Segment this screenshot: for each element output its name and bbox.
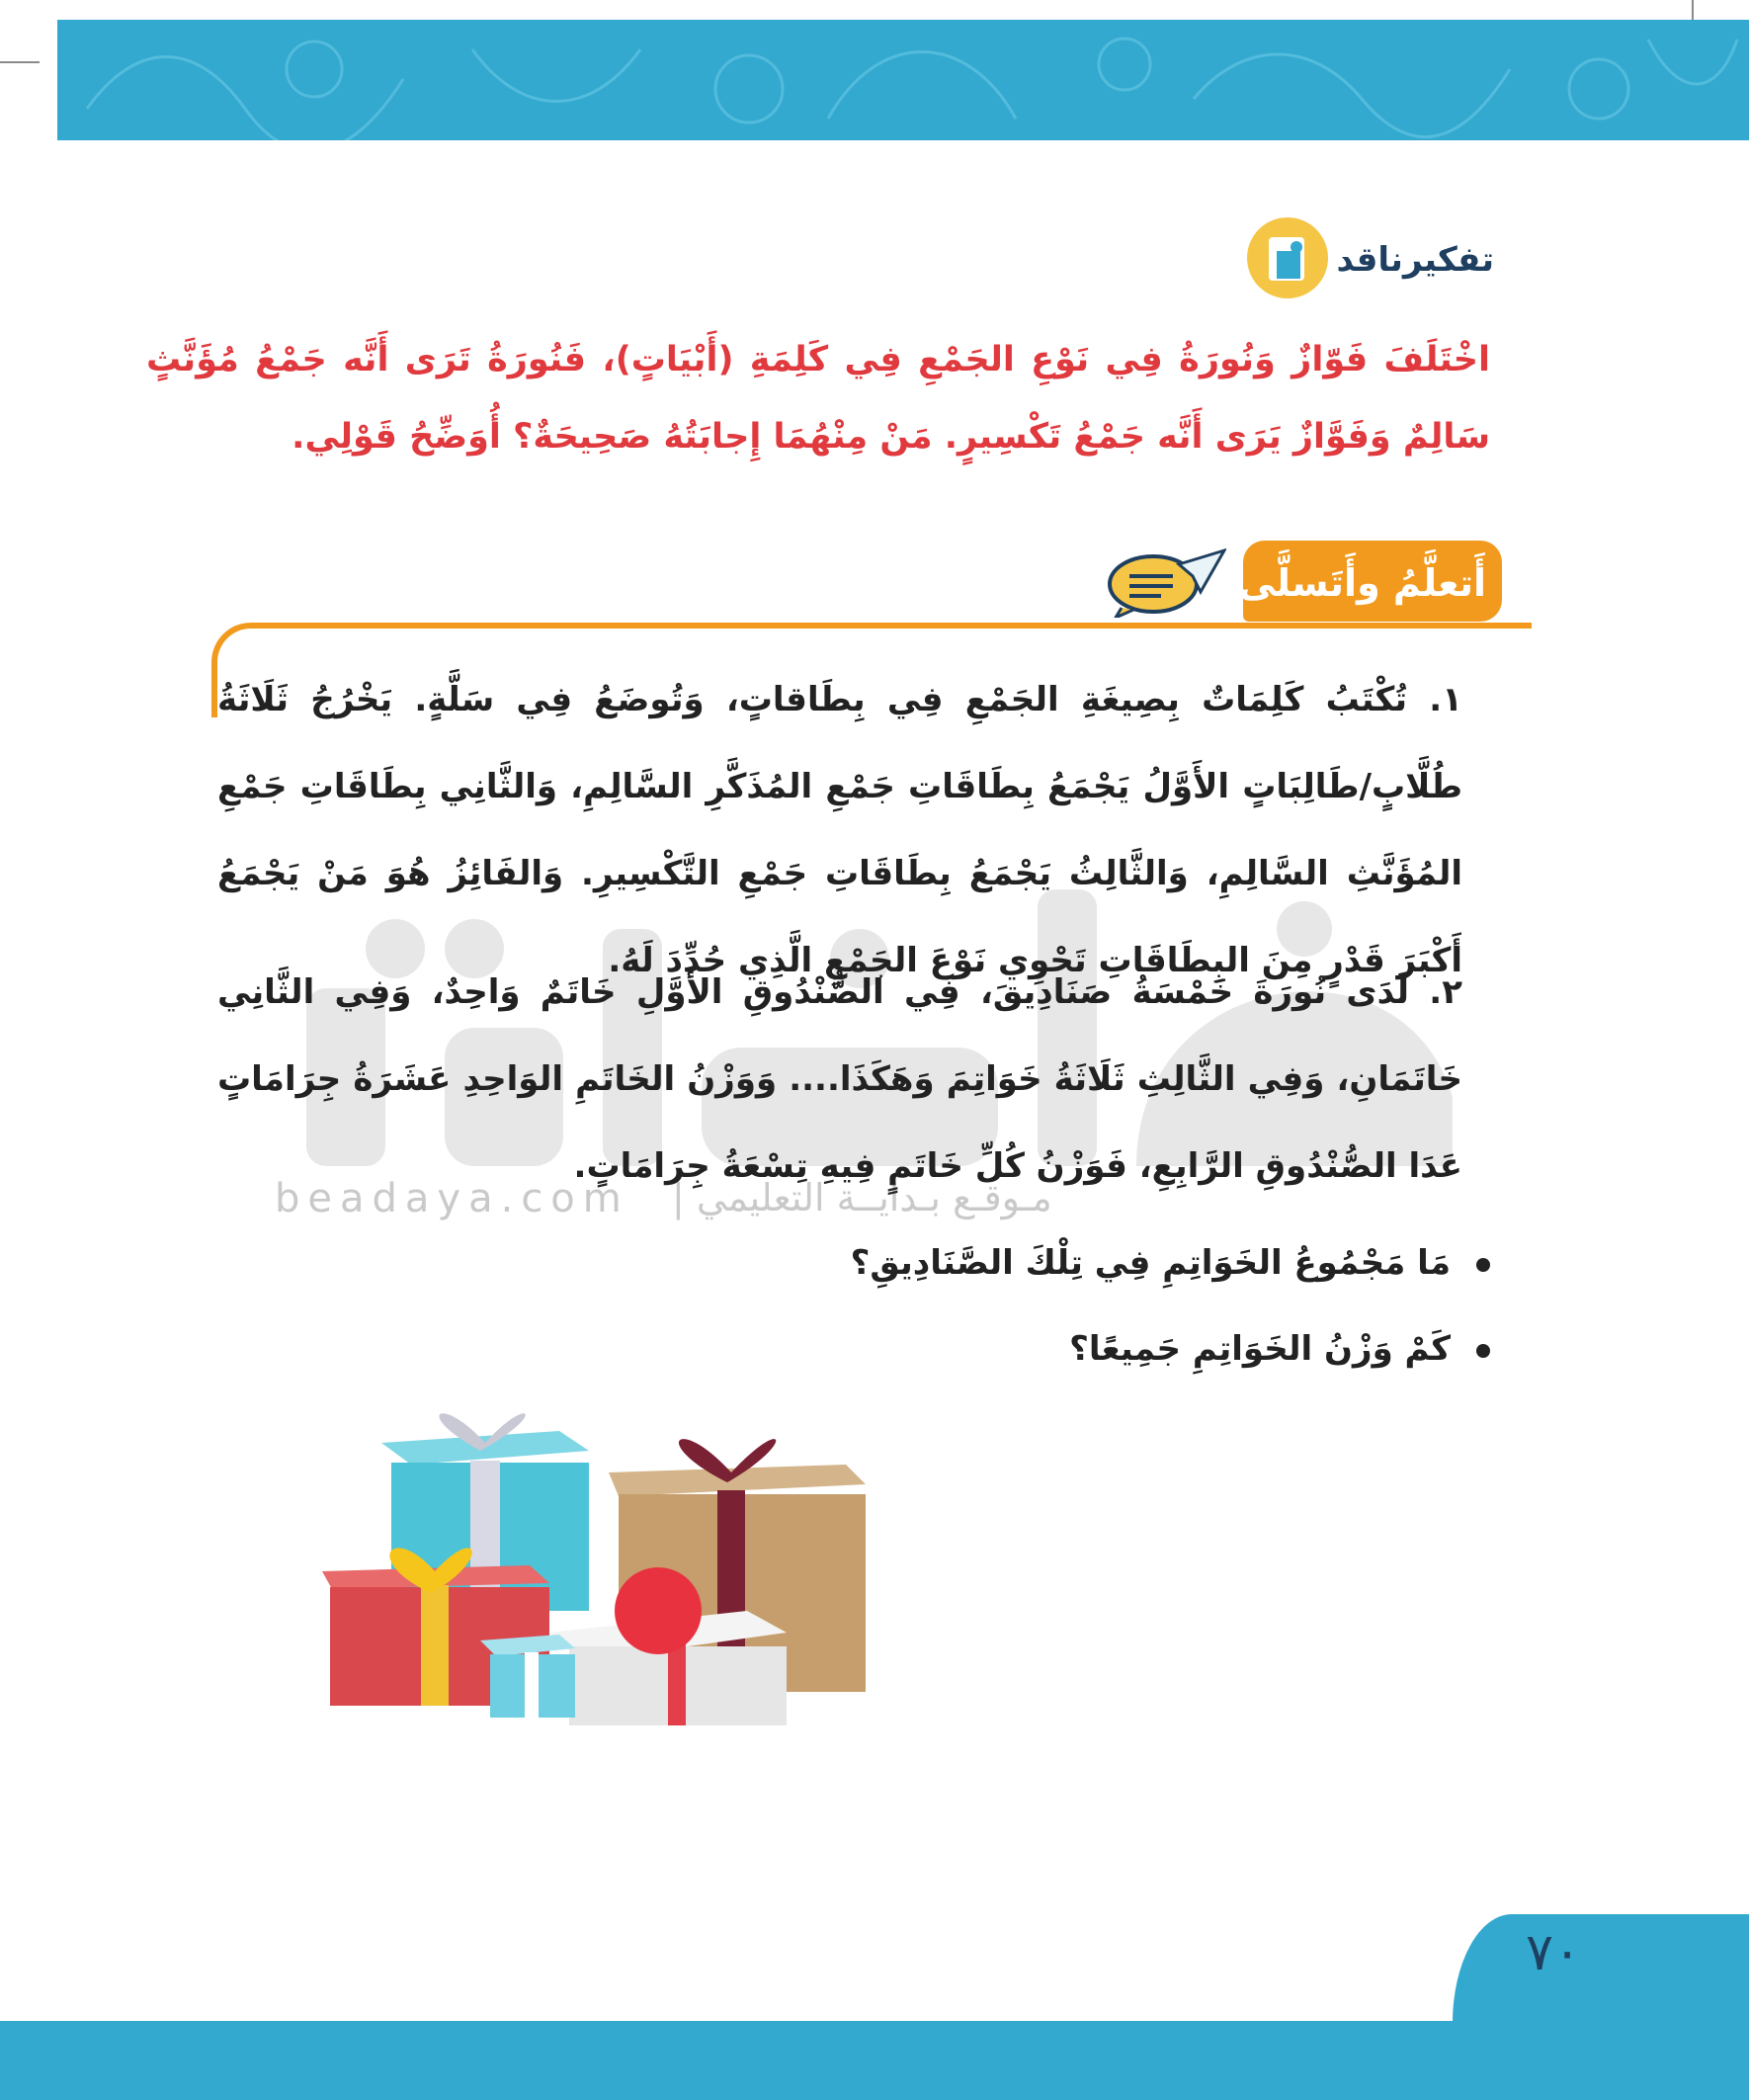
puzzle-icon	[1247, 217, 1328, 298]
bullet-icon	[1476, 1258, 1490, 1272]
crop-mark	[1692, 0, 1694, 20]
gift-boxes-image	[322, 1374, 875, 1729]
page-number: ٧٠	[1526, 1923, 1581, 1982]
crop-mark	[0, 61, 40, 63]
top-banner	[57, 20, 1749, 140]
learn-section-title: أَتعلَّمُ وأَتَسلَّى:	[1222, 561, 1486, 605]
question-2-text: كَمْ وَزْنُ الخَوَاتِمِ جَمِيعًا؟	[1069, 1329, 1451, 1369]
page-number-tab	[1453, 1914, 1749, 2023]
bottom-bar	[0, 2021, 1749, 2100]
banner-pattern	[57, 20, 1749, 140]
paper-plane-chat-icon	[1102, 546, 1226, 618]
activity-item-1: ١. تُكْتَبُ كَلِمَاتٌ بِصِيغَةِ الجَمْعِ فِي بِطَاقاتٍ، وَتُوضَعُ فِي سَلَّةٍ. يَخْرُجُ ثَلَاثَةُ طُلَّابٍ/طَالِبَاتٍ الأَوَّلُ يَجْمَعُ بِطَاقَاتِ جَمْعِ المُذَكَّرِ السَّالِمِ، وَالثَّانِي بِطَاقَاتِ جَمْعِ المُؤَنَّثِ السَّالِمِ، وَالثَّالِثُ يَجْمَعُ بِطَاقَاتِ جَمْعِ التَّكْسِيرِ. وَالفَائِزُ هُوَ مَنْ يَجْمَعُ أَكْبَرَ قَدْرٍ مِنَ البِطَاقَاتِ تَحْوِي نَوْعَ الجَمْعِ الَّذِي حُدِّدَ لَهُ.	[217, 680, 1462, 980]
question-1	[851, 1243, 1490, 1283]
watermark-site-name: مـوقـع بـدايــة التعليمي |	[672, 1176, 1052, 1219]
critical-thinking-title: تفكيرناقد	[1336, 240, 1494, 280]
bullet-icon	[1476, 1344, 1490, 1358]
critical-thinking-text: اخْتَلَفَ فَوّازٌ وَنُورَةُ فِي نَوْعِ الجَمْعِ فِي كَلِمَةِ (أَبْيَاتٍ)، فَنُورَةُ تَرَى أَنَّه جَمْعُ مُؤَنَّثٍ سَالِمٌ وَفَوَّازٌ يَرَى أَنَّه جَمْعُ تَكْسِيرٍ. مَنْ مِنْهُمَا إِجابَتُهُ صَحِيحَةٌ؟ أُوَضِّحُ قَوْلِي.	[146, 340, 1490, 457]
activity-item-2: ٢. لَدَى نُورَةَ خَمْسَةُ صَنَادِيقَ، فِي الصُّنْدُوقِ الأَوَّلِ خَاتَمٌ وَاحِدٌ، وَفِي الثَّانِي خَاتَمَانِ، وَفِي الثَّالِثِ ثَلَاثَةُ خَوَاتِمَ وَهَكَذَا.... وَوَزْنُ الخَاتَمِ الوَاحِدِ عَشَرَةُ جِرَامَاتٍ عَدَا الصُّنْدُوقِ الرَّابِعِ، فَوَزْنُ كُلِّ خَاتَمٍ فِيهِ تِسْعَةُ جِرَامَاتٍ.	[217, 972, 1462, 1186]
question-2	[1069, 1329, 1490, 1369]
watermark-url: beadaya.com	[275, 1176, 629, 1221]
question-1-text: مَا مَجْمُوعُ الخَوَاتِمِ فِي تِلْكَ الصَّنَادِيقِ؟	[850, 1243, 1451, 1283]
